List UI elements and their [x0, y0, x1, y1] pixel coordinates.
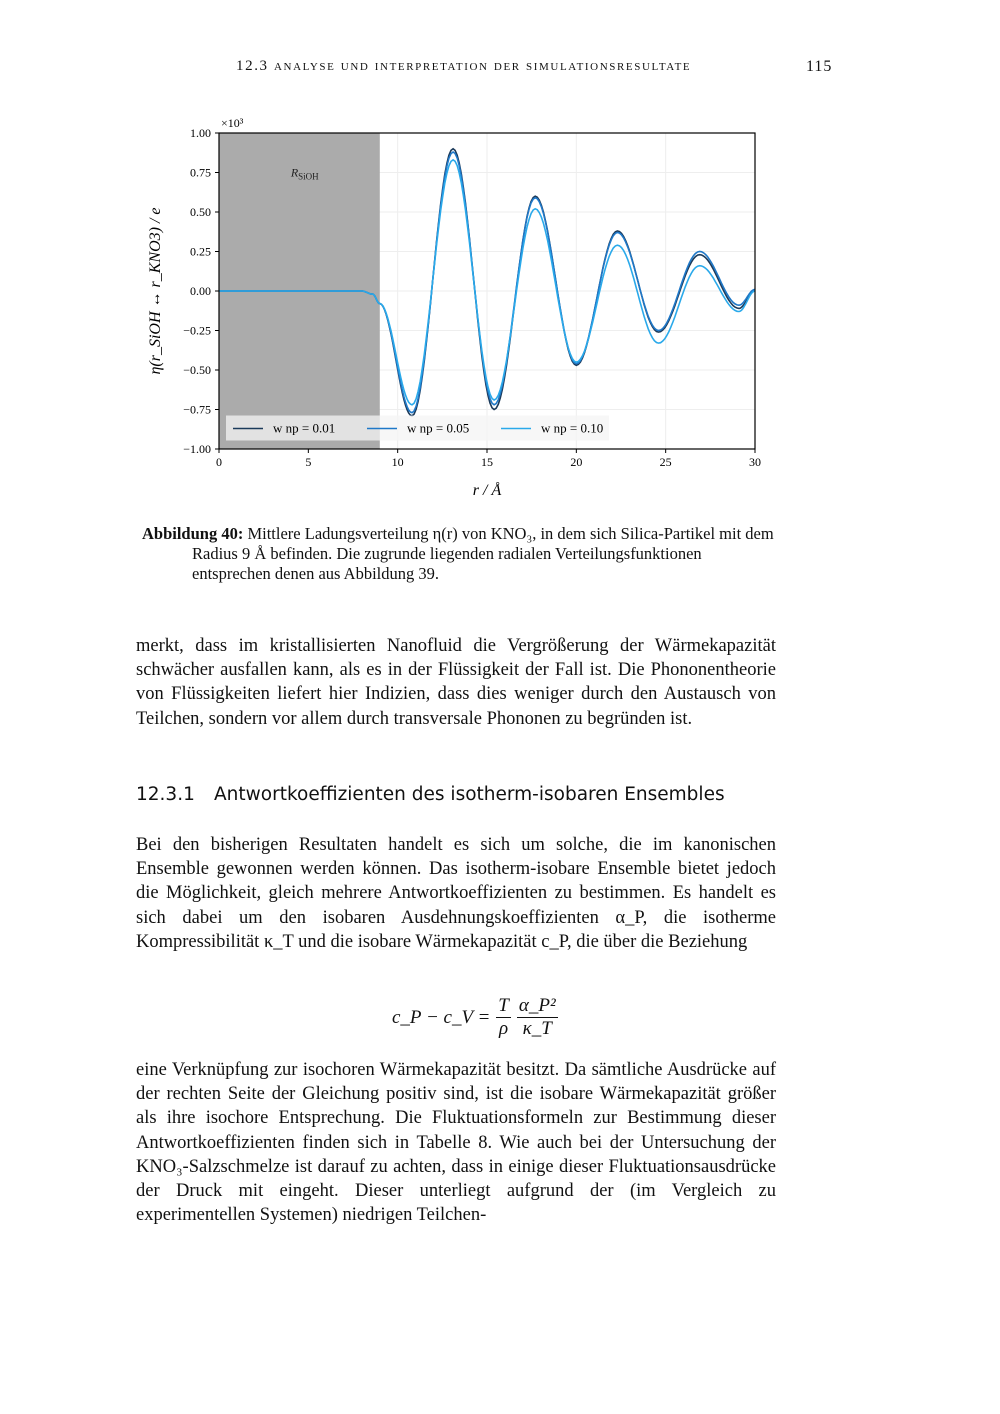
x-tick-label: 20: [570, 455, 583, 469]
y-tick-label: 1.00: [190, 126, 211, 140]
caption-label: Abbildung 40:: [142, 524, 244, 543]
shaded-region-label: $R_{SiOH}$: [290, 165, 319, 182]
y-tick-label: 0.50: [190, 205, 211, 219]
paragraph: merkt, dass im kristallisierten Nanofluid die Vergrößerung der Wärmekapazität schwächer ausfallen kann, als es in der Flüssigkeit der Fall ist. Die Phononentheorie von Flüssigkeiten liefert hier Indizien, dass dies weniger durch den Austausch von Teilchen, sondern vor allem durch transversale Phononen zu begründen ist.: [136, 636, 776, 729]
x-tick-label: 0: [216, 455, 222, 469]
section-number: 12.3.1: [136, 784, 195, 805]
paragraph: Bei den bisherigen Resultaten handelt es sich um solche, die im kanonischen Ensemble gewonnen werden können. Das isotherm-isobare Ensemble bietet jedoch die Möglichkeit, gleich mehrere Antwortkoeffizienten zu bestimmen. Es handelt es sich dabei um den isobaren Ausdehnungskoeffizienten α_P, die isotherme Kompressibilität κ_T und die isobare Wärmekapazität c_P, die über die Beziehung: [136, 835, 776, 952]
denominator: κ_T: [522, 1018, 552, 1039]
x-tick-label: 25: [659, 455, 672, 469]
x-axis-label: r / Å: [472, 482, 502, 499]
legend-label: w np = 0.05: [407, 420, 470, 436]
denominator: ρ: [499, 1018, 509, 1039]
page-number: 115: [806, 58, 833, 75]
legend-label: w np = 0.10: [541, 420, 604, 436]
figure-caption: [142, 524, 782, 584]
y-tick-label: 0.75: [190, 165, 211, 180]
numerator: T: [498, 995, 509, 1016]
equation-lhs: c_P − c_V =: [392, 1006, 491, 1028]
x-tick-label: 30: [749, 455, 761, 469]
section-heading: [136, 784, 725, 805]
equation: [392, 995, 558, 1040]
y-tick-label: −0.75: [183, 402, 211, 417]
x-tick-label: 5: [305, 455, 312, 469]
fraction: [496, 995, 511, 1040]
fraction: [517, 995, 558, 1040]
y-tick-label: −0.25: [183, 323, 211, 338]
y-tick-label: 0.00: [190, 284, 211, 298]
y-multiplier: ×10³: [221, 116, 244, 130]
y-axis-label: η(r_SiOH ↔ r_KNO3) / e: [147, 207, 164, 375]
paragraph: eine Verknüpfung zur isochoren Wärmekapazität besitzt. Da sämtliche Ausdrücke auf der rechten Seite der Gleichung positiv sind, ist die isobare Wärmekapazität größer als ihre isochore Entsprechung. Die Fluktuationsformeln zur Bestimmung dieser Antwortkoeffizienten finden sich in Tabelle 8. Wie auch bei der Untersuchung der KNO₃-Salzschmelze ist darauf zu achten, dass in einige dieser Fluktuationsausdrücke der Druck mit eingeht. Dieser unterliegt aufgrund der (im Vergleich zu experimentellen Systemen) niedrigen Teilchen-: [136, 1060, 776, 1226]
y-tick-label: 0.25: [190, 244, 211, 259]
caption-text: Mittlere Ladungsverteilung η(r) von KNO₃, in dem sich Silica-Partikel mit dem Radius 9 Å befinden. Die zugrunde liegenden radialen Verteilungsfunktionen entsprechen denen aus Abbildung 39.: [192, 524, 774, 583]
y-tick-label: −0.50: [183, 363, 211, 377]
running-header: 12.3 analyse und interpretation der simulationsresultate: [236, 58, 692, 74]
charge-distribution-chart: [140, 110, 780, 505]
numerator: α_P²: [518, 995, 556, 1016]
x-tick-label: 15: [481, 455, 493, 469]
section-title: Antwortkoeffizienten des isotherm-isobaren Ensembles: [214, 784, 725, 805]
x-tick-label: 10: [391, 455, 404, 469]
y-tick-label: −1.00: [183, 442, 211, 456]
legend-label: w np = 0.01: [273, 420, 336, 436]
